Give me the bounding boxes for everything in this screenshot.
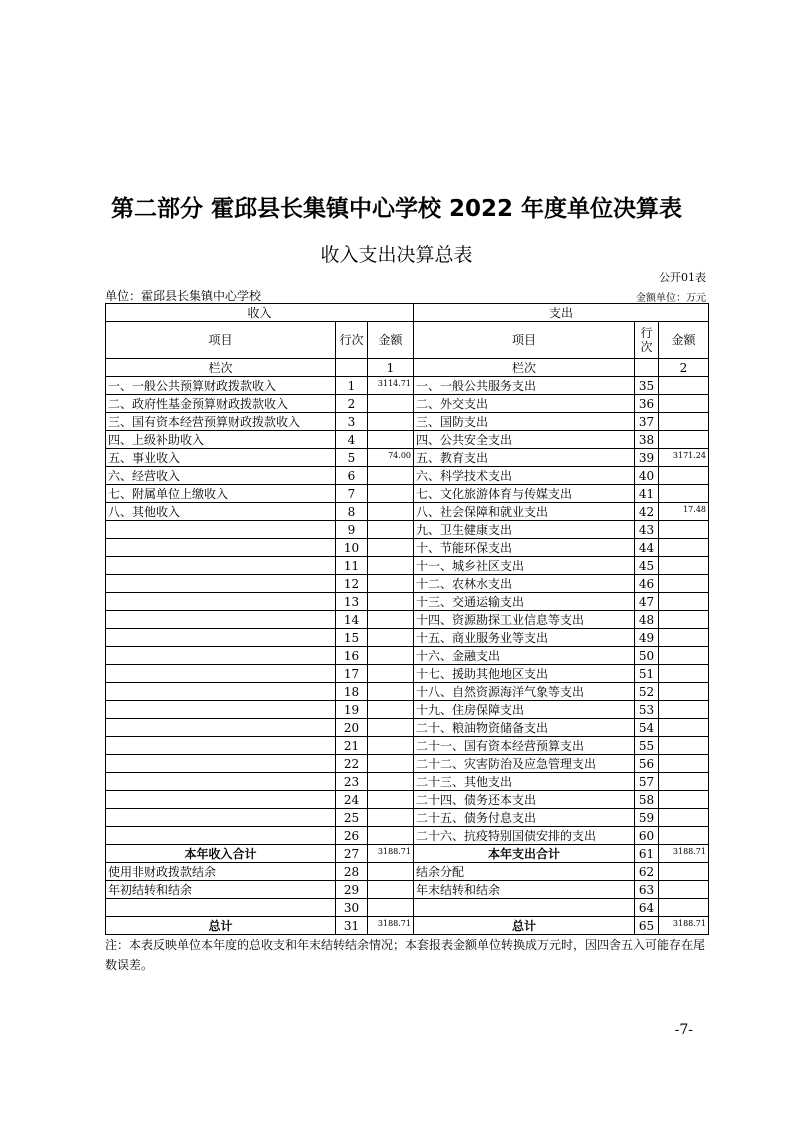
income-amount-cell: 3188.71 <box>368 917 414 935</box>
expense-item-cell: 二十、粮油物资储备支出 <box>414 719 635 737</box>
expense-item-cell: 九、卫生健康支出 <box>414 521 635 539</box>
income-item-cell <box>106 809 336 827</box>
expense-rowno-cell: 38 <box>635 431 659 449</box>
expense-amount-cell <box>659 593 709 611</box>
expense-rowno-cell: 37 <box>635 413 659 431</box>
expense-item-cell: 本年支出合计 <box>414 845 635 863</box>
table-row <box>106 737 709 755</box>
expense-rowno-cell: 51 <box>635 665 659 683</box>
expense-amount-cell <box>659 395 709 413</box>
income-item-header: 项目 <box>106 322 336 359</box>
income-rowno-cell: 9 <box>336 521 368 539</box>
income-rowno-cell: 6 <box>336 467 368 485</box>
expense-rowno-cell: 56 <box>635 755 659 773</box>
table-row <box>106 539 709 557</box>
empty-cell <box>336 359 368 377</box>
income-rowno-cell: 7 <box>336 485 368 503</box>
header-row-columns <box>106 322 709 359</box>
income-item-cell <box>106 701 336 719</box>
expense-rowno-cell: 42 <box>635 503 659 521</box>
income-amount-cell <box>368 647 414 665</box>
table-row <box>106 665 709 683</box>
expense-item-cell: 六、科学技术支出 <box>414 467 635 485</box>
income-rowno-cell: 14 <box>336 611 368 629</box>
expense-item-cell: 三、国防支出 <box>414 413 635 431</box>
expense-item-cell: 十一、城乡社区支出 <box>414 557 635 575</box>
expense-amount-cell <box>659 863 709 881</box>
table-row <box>106 413 709 431</box>
expense-amount-cell <box>659 773 709 791</box>
income-rowno-cell: 2 <box>336 395 368 413</box>
income-item-cell: 五、事业收入 <box>106 449 336 467</box>
expense-rowno-cell: 55 <box>635 737 659 755</box>
income-item-cell: 使用非财政拨款结余 <box>106 863 336 881</box>
expense-item-cell: 二十三、其他支出 <box>414 773 635 791</box>
expense-rowno-cell: 62 <box>635 863 659 881</box>
income-item-cell: 二、政府性基金预算财政拨款收入 <box>106 395 336 413</box>
income-amount-cell <box>368 557 414 575</box>
income-item-cell <box>106 629 336 647</box>
table-row <box>106 719 709 737</box>
income-rowno-cell: 23 <box>336 773 368 791</box>
expense-item-header: 项目 <box>414 322 635 359</box>
expense-rowno-cell: 35 <box>635 377 659 395</box>
expense-rowno-cell: 60 <box>635 827 659 845</box>
income-item-cell <box>106 827 336 845</box>
expense-amount-cell: 3171.24 <box>659 449 709 467</box>
expense-item-cell: 十九、住房保障支出 <box>414 701 635 719</box>
expense-rowno-cell: 65 <box>635 917 659 935</box>
income-amount-cell <box>368 737 414 755</box>
expense-item-cell <box>414 899 635 917</box>
table-row <box>106 683 709 701</box>
income-rowno-cell: 19 <box>336 701 368 719</box>
expense-amount-cell <box>659 521 709 539</box>
table-row <box>106 593 709 611</box>
expense-rowno-cell: 63 <box>635 881 659 899</box>
income-rowno-cell: 13 <box>336 593 368 611</box>
expense-item-cell: 十四、资源勘探工业信息等支出 <box>414 611 635 629</box>
income-amount-cell <box>368 701 414 719</box>
page-number: -7- <box>674 1022 693 1038</box>
income-rowno-cell: 5 <box>336 449 368 467</box>
expense-amount-cell <box>659 557 709 575</box>
income-amount-cell <box>368 665 414 683</box>
table-row <box>106 917 709 935</box>
expense-item-cell: 二十四、债务还本支出 <box>414 791 635 809</box>
expense-item-cell: 五、教育支出 <box>414 449 635 467</box>
income-item-cell: 四、上级补助收入 <box>106 431 336 449</box>
income-amount-cell <box>368 683 414 701</box>
table-row <box>106 773 709 791</box>
income-rowno-cell: 11 <box>336 557 368 575</box>
income-amount-cell <box>368 485 414 503</box>
expense-rowno-cell: 44 <box>635 539 659 557</box>
expense-item-cell: 二十一、国有资本经营预算支出 <box>414 737 635 755</box>
expense-item-cell: 十三、交通运输支出 <box>414 593 635 611</box>
expense-section-header: 支出 <box>414 304 709 322</box>
empty-cell <box>635 359 659 377</box>
income-item-cell: 三、国有资本经营预算财政拨款收入 <box>106 413 336 431</box>
income-amount-cell <box>368 773 414 791</box>
table-row <box>106 899 709 917</box>
income-rowno-cell: 27 <box>336 845 368 863</box>
income-item-cell: 八、其他收入 <box>106 503 336 521</box>
expense-item-cell: 二、外交支出 <box>414 395 635 413</box>
income-amount-cell <box>368 719 414 737</box>
expense-amount-cell: 3188.71 <box>659 917 709 935</box>
income-amount-cell <box>368 575 414 593</box>
header-row-sections <box>106 304 709 322</box>
expense-rowno-cell: 50 <box>635 647 659 665</box>
income-rowno-cell: 28 <box>336 863 368 881</box>
expense-rowno-cell: 64 <box>635 899 659 917</box>
expense-item-cell: 四、公共安全支出 <box>414 431 635 449</box>
income-amount-cell <box>368 899 414 917</box>
expense-item-cell: 总计 <box>414 917 635 935</box>
income-amount-cell <box>368 809 414 827</box>
income-item-cell <box>106 665 336 683</box>
income-rowno-cell: 4 <box>336 431 368 449</box>
table-row <box>106 557 709 575</box>
income-item-cell <box>106 647 336 665</box>
income-amount-cell: 3188.71 <box>368 845 414 863</box>
income-amount-cell <box>368 629 414 647</box>
income-amount-cell <box>368 431 414 449</box>
income-item-cell <box>106 737 336 755</box>
income-amount-cell <box>368 521 414 539</box>
table-row <box>106 503 709 521</box>
expense-item-cell: 八、社会保障和就业支出 <box>414 503 635 521</box>
income-amount-cell <box>368 503 414 521</box>
income-rowno-cell: 22 <box>336 755 368 773</box>
income-rowno-cell: 3 <box>336 413 368 431</box>
income-item-cell <box>106 521 336 539</box>
income-rowno-cell: 21 <box>336 737 368 755</box>
income-rowno-cell: 30 <box>336 899 368 917</box>
expense-amount-cell <box>659 377 709 395</box>
expense-amount-header: 金额 <box>659 322 709 359</box>
expense-rowno-cell: 57 <box>635 773 659 791</box>
footnote: 注：本表反映单位本年度的总收支和年末结转结余情况；本套报表金额单位转换成万元时，因四舍五入可能存在尾数误差。 <box>105 938 706 972</box>
income-item-cell <box>106 683 336 701</box>
expense-amount-cell <box>659 683 709 701</box>
expense-rowno-cell: 52 <box>635 683 659 701</box>
income-item-cell <box>106 719 336 737</box>
table-row <box>106 791 709 809</box>
expense-amount-cell <box>659 701 709 719</box>
expense-item-cell: 十五、商业服务业等支出 <box>414 629 635 647</box>
expense-item-cell: 结余分配 <box>414 863 635 881</box>
expense-rowno-header: 行 次 <box>635 322 659 359</box>
expense-amount-cell <box>659 665 709 683</box>
income-item-cell <box>106 539 336 557</box>
income-item-cell <box>106 593 336 611</box>
expense-amount-cell <box>659 827 709 845</box>
income-rowno-cell: 18 <box>336 683 368 701</box>
expense-item-cell: 年末结转和结余 <box>414 881 635 899</box>
income-amount-cell <box>368 467 414 485</box>
expense-rowno-cell: 47 <box>635 593 659 611</box>
income-amount-cell: 74.00 <box>368 449 414 467</box>
income-amount-cell <box>368 827 414 845</box>
expense-item-cell: 十二、农林水支出 <box>414 575 635 593</box>
table-row <box>106 881 709 899</box>
income-item-cell <box>106 557 336 575</box>
expense-rowno-cell: 49 <box>635 629 659 647</box>
income-item-cell <box>106 773 336 791</box>
expense-rowno-cell: 59 <box>635 809 659 827</box>
expense-col-label: 栏次 <box>414 359 635 377</box>
income-amount-cell <box>368 539 414 557</box>
reporting-unit: 单位：霍邱县长集镇中心学校 <box>105 289 262 303</box>
table-row <box>106 863 709 881</box>
income-item-cell: 总计 <box>106 917 336 935</box>
table-row <box>106 629 709 647</box>
income-rowno-header: 行次 <box>336 322 368 359</box>
expense-item-cell: 十八、自然资源海洋气象等支出 <box>414 683 635 701</box>
expense-rowno-cell: 43 <box>635 521 659 539</box>
table-row <box>106 809 709 827</box>
income-rowno-cell: 31 <box>336 917 368 935</box>
income-rowno-cell: 29 <box>336 881 368 899</box>
expense-rowno-cell: 46 <box>635 575 659 593</box>
income-item-cell <box>106 575 336 593</box>
expense-rowno-cell: 58 <box>635 791 659 809</box>
income-item-cell <box>106 755 336 773</box>
income-section-header: 收入 <box>106 304 414 322</box>
income-item-cell <box>106 899 336 917</box>
expense-amount-cell <box>659 647 709 665</box>
expense-amount-cell <box>659 431 709 449</box>
expense-amount-cell <box>659 413 709 431</box>
expense-col-index: 2 <box>659 359 709 377</box>
expense-rowno-cell: 36 <box>635 395 659 413</box>
table-row <box>106 449 709 467</box>
table-row <box>106 377 709 395</box>
expense-amount-cell: 3188.71 <box>659 845 709 863</box>
expense-item-cell: 十、节能环保支出 <box>414 539 635 557</box>
income-rowno-cell: 25 <box>336 809 368 827</box>
expense-rowno-cell: 48 <box>635 611 659 629</box>
income-rowno-cell: 1 <box>336 377 368 395</box>
expense-rowno-cell: 39 <box>635 449 659 467</box>
income-col-label: 栏次 <box>106 359 336 377</box>
expense-amount-cell <box>659 467 709 485</box>
income-expense-table <box>105 303 709 935</box>
expense-item-cell: 二十二、灾害防治及应急管理支出 <box>414 755 635 773</box>
expense-item-cell: 二十六、抗疫特别国债安排的支出 <box>414 827 635 845</box>
page-title: 第二部分 霍邱县长集镇中心学校 2022 年度单位决算表 <box>110 196 683 222</box>
money-unit: 金额单位：万元 <box>636 293 706 304</box>
table-row <box>106 827 709 845</box>
table-row <box>106 467 709 485</box>
income-item-cell: 本年收入合计 <box>106 845 336 863</box>
table-row <box>106 575 709 593</box>
income-amount-cell <box>368 881 414 899</box>
expense-amount-cell <box>659 485 709 503</box>
income-item-cell: 七、附属单位上缴收入 <box>106 485 336 503</box>
expense-rowno-cell: 54 <box>635 719 659 737</box>
expense-amount-cell <box>659 809 709 827</box>
expense-item-cell: 十七、援助其他地区支出 <box>414 665 635 683</box>
table-row <box>106 431 709 449</box>
income-amount-cell <box>368 395 414 413</box>
table-row <box>106 395 709 413</box>
income-amount-cell <box>368 791 414 809</box>
table-row <box>106 845 709 863</box>
income-amount-header: 金额 <box>368 322 414 359</box>
income-amount-cell <box>368 863 414 881</box>
income-rowno-cell: 8 <box>336 503 368 521</box>
expense-amount-cell <box>659 791 709 809</box>
income-item-cell <box>106 611 336 629</box>
expense-item-cell: 十六、金融支出 <box>414 647 635 665</box>
expense-rowno-cell: 45 <box>635 557 659 575</box>
table-row <box>106 611 709 629</box>
expense-item-cell: 二十五、债务付息支出 <box>414 809 635 827</box>
table-subtitle: 收入支出决算总表 <box>320 244 473 266</box>
income-rowno-cell: 16 <box>336 647 368 665</box>
expense-amount-cell: 17.48 <box>659 503 709 521</box>
expense-amount-cell <box>659 575 709 593</box>
income-rowno-cell: 24 <box>336 791 368 809</box>
income-rowno-cell: 17 <box>336 665 368 683</box>
expense-rowno-cell: 41 <box>635 485 659 503</box>
expense-item-cell: 七、文化旅游体育与传媒支出 <box>414 485 635 503</box>
expense-rowno-cell: 53 <box>635 701 659 719</box>
income-item-cell: 一、一般公共预算财政拨款收入 <box>106 377 336 395</box>
table-row <box>106 647 709 665</box>
income-amount-cell <box>368 593 414 611</box>
column-index-row <box>106 359 709 377</box>
expense-rowno-cell: 61 <box>635 845 659 863</box>
table-row <box>106 701 709 719</box>
expense-amount-cell <box>659 899 709 917</box>
expense-amount-cell <box>659 539 709 557</box>
expense-amount-cell <box>659 629 709 647</box>
income-item-cell <box>106 791 336 809</box>
income-item-cell: 年初结转和结余 <box>106 881 336 899</box>
table-row <box>106 755 709 773</box>
table-row <box>106 521 709 539</box>
income-rowno-cell: 10 <box>336 539 368 557</box>
income-rowno-cell: 26 <box>336 827 368 845</box>
income-item-cell: 六、经营收入 <box>106 467 336 485</box>
expense-item-cell: 一、一般公共服务支出 <box>414 377 635 395</box>
income-amount-cell: 3114.71 <box>368 377 414 395</box>
income-amount-cell <box>368 413 414 431</box>
income-amount-cell <box>368 611 414 629</box>
expense-rowno-cell: 40 <box>635 467 659 485</box>
income-rowno-cell: 15 <box>336 629 368 647</box>
income-amount-cell <box>368 755 414 773</box>
income-col-index: 1 <box>368 359 414 377</box>
income-rowno-cell: 12 <box>336 575 368 593</box>
expense-amount-cell <box>659 737 709 755</box>
form-code: 公开01表 <box>659 271 706 284</box>
expense-amount-cell <box>659 719 709 737</box>
income-rowno-cell: 20 <box>336 719 368 737</box>
expense-amount-cell <box>659 881 709 899</box>
expense-amount-cell <box>659 755 709 773</box>
table-row <box>106 485 709 503</box>
expense-amount-cell <box>659 611 709 629</box>
